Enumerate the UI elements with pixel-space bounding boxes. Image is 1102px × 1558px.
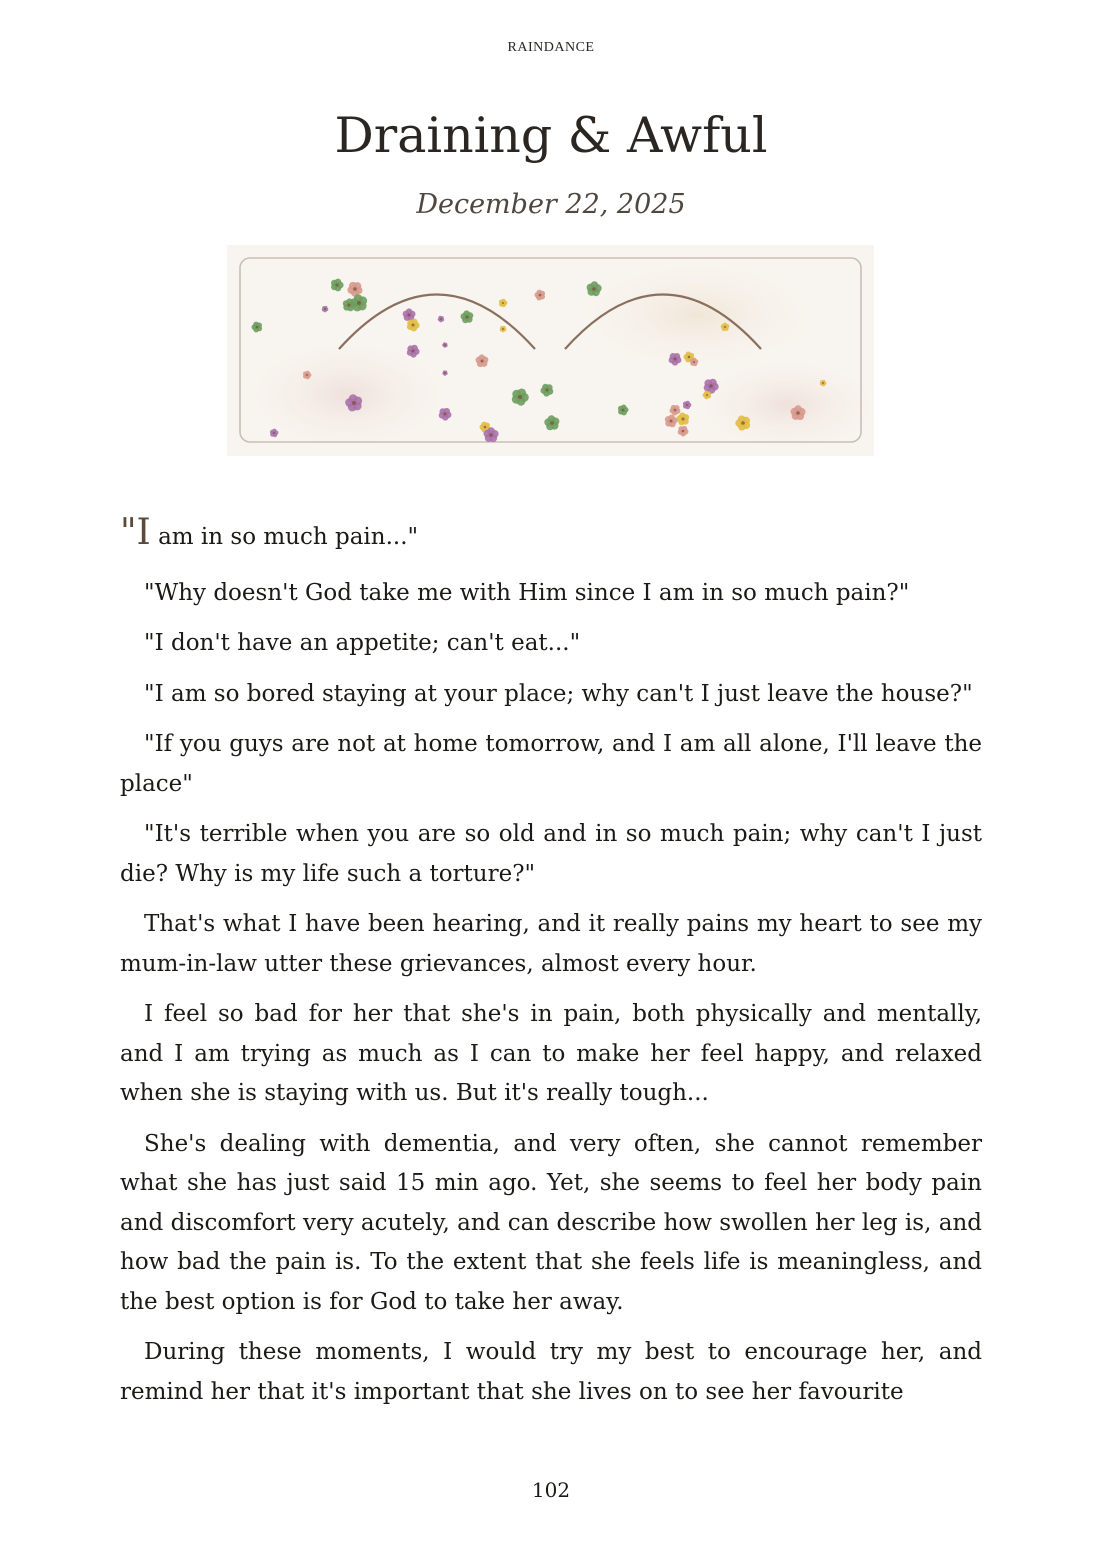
running-head: RAINDANCE — [507, 40, 595, 55]
paragraph-5: "It's terrible when you are so old and in so much pain; why can't I just die? Why is my life such a torture?" — [120, 821, 982, 887]
paragraph-8: She's dealing with dementia, and very often, she cannot remember what she has just said 15 min ago. Yet, she seems to feel her body pain and discomfort very acutely, and can describe how swollen her leg is, and how bad the pain is. To the extent that she feels life is meaningless, and the best option is for God to take her away. — [120, 1130, 982, 1315]
chapter-title: Draining & Awful — [334, 107, 768, 164]
paragraph-2: "I don't have an appetite; can't eat..." — [144, 630, 581, 656]
paragraph-3: "I am so bored staying at your place; why can't I just leave the house?" — [144, 680, 973, 707]
body-text — [120, 512, 982, 1423]
page-number: 102 — [531, 1478, 571, 1502]
drop-cap: "I — [120, 512, 151, 553]
paragraph-6: That's what I have been hearing, and it really pains my heart to see my mum-in-law utter these grievances, almost every hour. — [120, 911, 982, 977]
paragraph-4: "If you guys are not at home tomorrow, and I am all alone, I'll leave the place" — [120, 731, 982, 797]
paragraph-7: I feel so bad for her that she's in pain, both physically and mentally, and I am trying as much as I can to make her feel happy, and relaxed when she is staying with us. But it's really tough... — [120, 1001, 982, 1106]
paragraph-1: "Why doesn't God take me with Him since I am in so much pain?" — [144, 579, 910, 606]
first-paragraph — [120, 512, 982, 558]
first-paragraph-text: am in so much pain..." — [150, 524, 419, 550]
chapter-date: December 22, 2025 — [416, 189, 686, 220]
floral-frame-illustration — [227, 245, 874, 456]
paragraph-9: During these moments, I would try my best to encourage her, and remind her that it's important that she lives on to see her favourite — [120, 1339, 982, 1405]
